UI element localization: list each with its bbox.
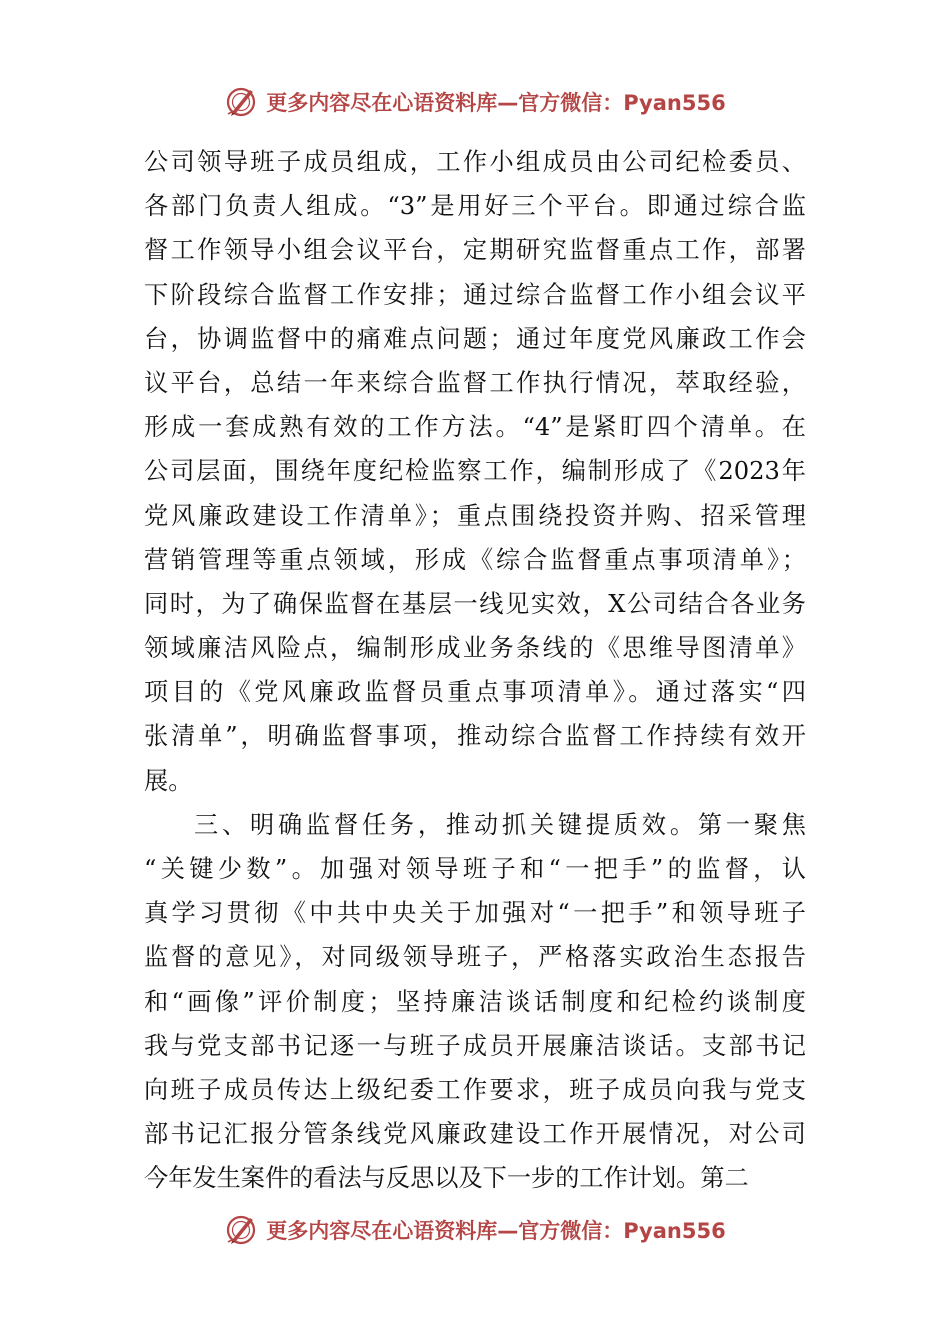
pen-seal-icon: [224, 84, 260, 120]
text-line: 督工作领导小组会议平台，定期研究监督重点工作，部署: [144, 236, 806, 265]
text-line: 营销管理等重点领域，形成《综合监督重点事项清单》；: [144, 545, 806, 574]
paragraph: [144, 140, 806, 803]
text-line: 展。: [144, 766, 193, 795]
text-line: 公司层面，围绕年度纪检监察工作，编制形成了《2023年: [144, 457, 806, 486]
text-line: 三、明确监督任务，推动抓关键提质效。第一聚焦: [194, 810, 806, 839]
text-line: 台，协调监督中的痛难点问题；通过年度党风廉政工作会: [144, 324, 806, 353]
text-line: 项目的《党风廉政监督员重点事项清单》。通过落实“四: [144, 678, 806, 707]
footer-watermark-text: 更多内容尽在心语资料库—官方微信：Pyan556: [266, 1219, 726, 1243]
text-line: 形成一套成熟有效的工作方法。“4”是紧盯四个清单。在: [144, 413, 806, 442]
footer-watermark: [0, 1208, 950, 1252]
text-line: 监督的意见》，对同级领导班子，严格落实政治生态报告: [144, 943, 806, 972]
text-line: 领域廉洁风险点，编制形成业务条线的《思维导图清单》: [144, 634, 806, 663]
text-line: 下阶段综合监督工作安排；通过综合监督工作小组会议平: [144, 280, 806, 309]
text-line: 张清单”，明确监督事项，推动综合监督工作持续有效开: [144, 722, 806, 751]
text-line: 各部门负责人组成。“3”是用好三个平台。即通过综合监: [144, 192, 806, 221]
text-line: 真学习贯彻《中共中央关于加强对“一把手”和领导班子: [144, 899, 806, 928]
text-line: 部书记汇报分管条线党风廉政建设工作开展情况，对公司: [144, 1120, 806, 1149]
text-line: 我与党支部书记逐一与班子成员开展廉洁谈话。支部书记: [144, 1031, 806, 1060]
text-line: 党风廉政建设工作清单》；重点围绕投资并购、招采管理: [144, 501, 806, 530]
text-line: 和“画像”评价制度；坚持廉洁谈话制度和纪检约谈制度: [144, 987, 806, 1016]
paragraph: [144, 803, 806, 1201]
header-watermark-text: 更多内容尽在心语资料库—官方微信：Pyan556: [266, 91, 726, 115]
text-line: 同时，为了确保监督在基层一线见实效，X公司结合各业务: [144, 589, 806, 618]
text-line: 今年发生案件的看法与反思以及下一步的工作计划。第二: [144, 1164, 749, 1193]
text-line: 公司领导班子成员组成，工作小组成员由公司纪检委员、: [144, 148, 806, 176]
text-line: 议平台，总结一年来综合监督工作执行情况，萃取经验，: [144, 368, 806, 397]
text-line: 向班子成员传达上级纪委工作要求，班子成员向我与党支: [144, 1075, 806, 1104]
header-watermark: [0, 80, 950, 124]
document-body: [144, 140, 806, 1201]
pen-seal-icon: [224, 1212, 260, 1248]
text-line: “关键少数”。加强对领导班子和“一把手”的监督，认: [144, 855, 806, 883]
